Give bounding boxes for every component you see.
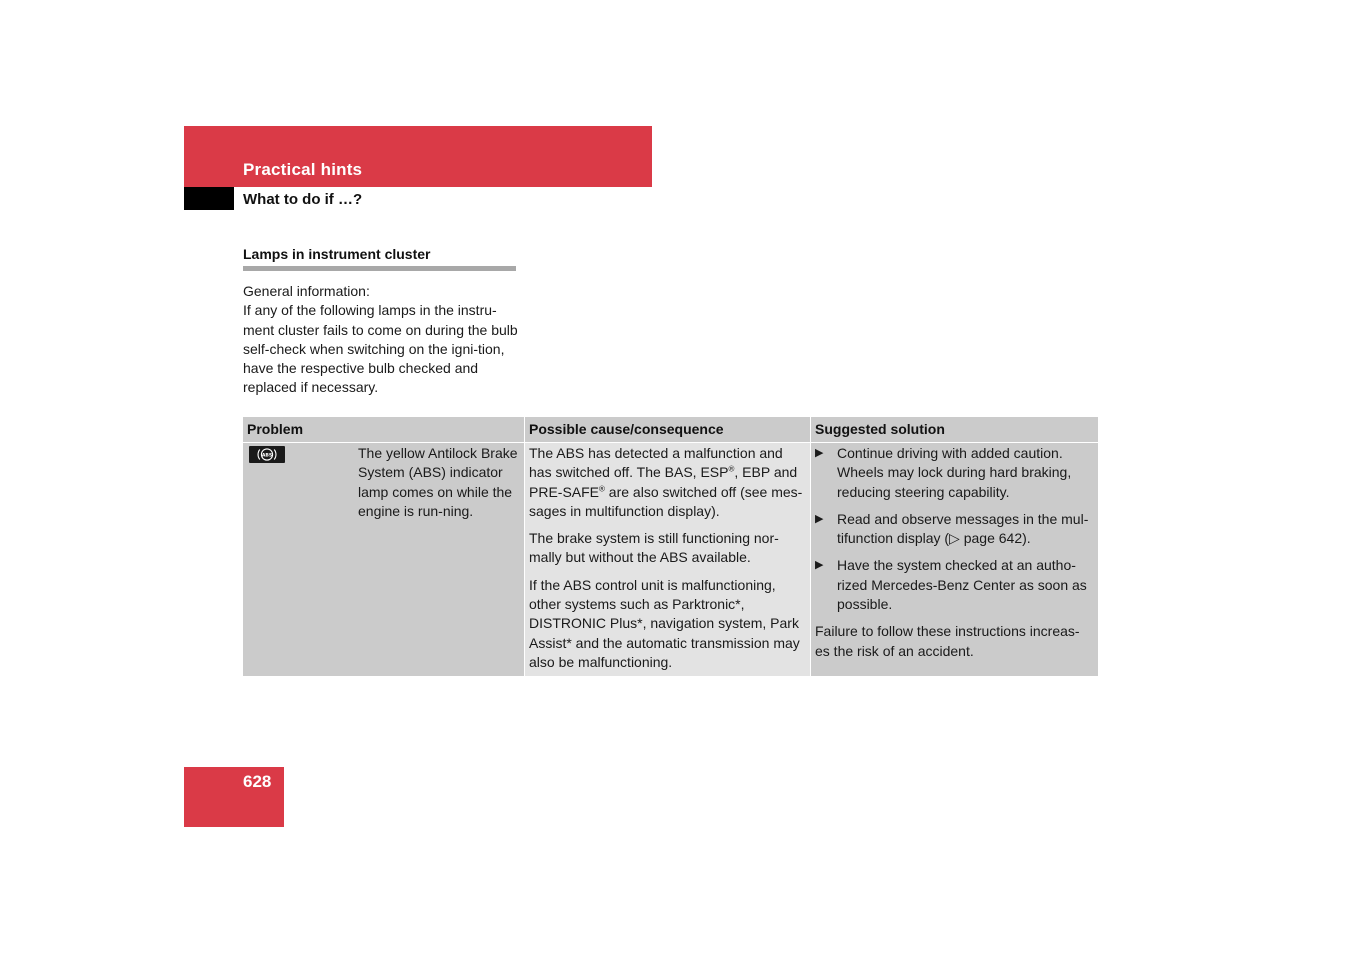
abs-warning-lamp-icon — [249, 446, 285, 463]
intro-text: If any of the following lamps in the instru-ment cluster fails to come on during the bulb self-check when switching on the igni-tion, have the respective bulb checked and replaced if necessary. — [243, 302, 518, 396]
intro-label: General information: — [243, 283, 370, 299]
solution-text: Continue driving with added caution. Wheels may lock during hard braking, reducing steering capability. — [837, 445, 1072, 500]
intro-block — [243, 282, 523, 398]
subsection-title: What to do if …? — [243, 191, 363, 208]
topic-heading: Lamps in instrument cluster — [243, 246, 431, 262]
cause-paragraph-3: If the ABS control unit is malfunctioning, other systems such as Parktronic*, DISTRONIC Plus*, navigation system, Park Assist* and the automatic transmission may also be malfunctioning. — [529, 576, 800, 670]
accident-warning: Failure to follow these instructions increas-es the risk of an accident. — [815, 623, 1080, 659]
problem-cell — [243, 443, 524, 676]
solution-text: Have the system checked at an autho-rized Mercedes-Benz Center as soon as possible. — [837, 557, 1087, 613]
table-header-cause: Possible cause/consequence — [525, 417, 810, 442]
bullet-arrow-icon: ▶ — [815, 559, 824, 572]
topic-heading-rule — [243, 266, 516, 271]
cause-text-1a: The ABS has detected a malfunction and has switched off. The BAS, ESP — [529, 445, 783, 481]
solution-item — [815, 556, 1094, 614]
cause-paragraph-1 — [529, 444, 806, 521]
solution-item — [815, 444, 1094, 502]
page-number: 628 — [243, 772, 272, 791]
registered-mark: ® — [599, 483, 605, 493]
problem-description: The yellow Antilock Brake System (ABS) indicator lamp comes on while the engine is run-ning. — [358, 445, 518, 519]
solution-item — [815, 510, 1094, 549]
solution-text: Read and observe messages in the mul-tifunction display (▷ page 642). — [837, 510, 1089, 547]
bullet-arrow-icon: ▶ — [815, 447, 824, 459]
table-header-problem: Problem — [243, 417, 524, 442]
cause-text-1b: , EBP and PRE-SAFE — [529, 464, 798, 500]
svg-text:ABS: ABS — [261, 453, 273, 459]
solution-cell — [811, 443, 1098, 676]
cause-cell — [525, 443, 810, 676]
section-title: Practical hints — [243, 160, 363, 179]
lamp-table — [243, 417, 1098, 676]
table-header-solution: Suggested solution — [811, 417, 1098, 442]
cause-text-1c: are also switched off (see mes-sages in multifunction display). — [529, 483, 803, 519]
registered-mark: ® — [728, 464, 735, 474]
bullet-arrow-icon: ▶ — [815, 512, 824, 525]
section-marker-tab — [184, 187, 234, 210]
cause-paragraph-2: The brake system is still functioning nor-mally but without the ABS available. — [529, 530, 779, 566]
